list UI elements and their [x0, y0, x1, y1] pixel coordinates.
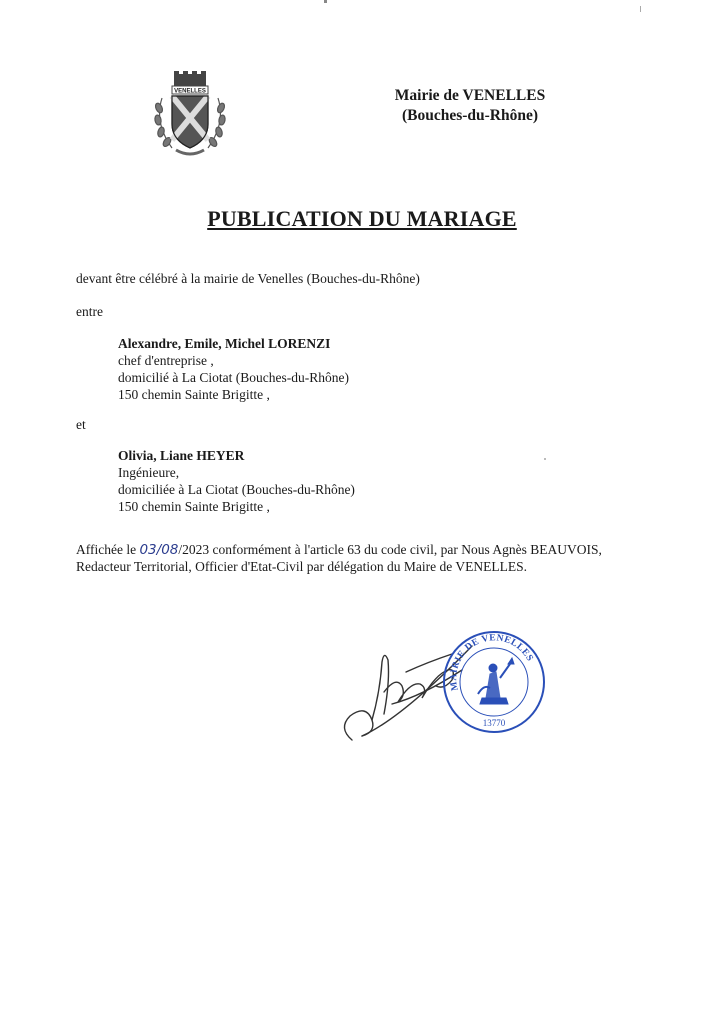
party1-address: 150 chemin Sainte Brigitte ,: [118, 387, 270, 402]
posting-prefix: Affichée le: [76, 542, 140, 557]
mairie-name: Mairie de VENELLES: [394, 87, 546, 104]
handwritten-date: 03/08: [139, 542, 179, 558]
party2-profession: Ingénieure,: [118, 465, 180, 480]
posting-rest: /2023 conformément à l'article 63 du code civil, par Nous Agnès BEAUVOIS,: [178, 542, 602, 557]
scan-mark: [324, 0, 327, 3]
mairie-official-stamp: [440, 628, 548, 736]
scan-mark: [544, 458, 546, 460]
posting-statement-line1: [76, 541, 602, 559]
stamp-postcode: 13770: [482, 718, 506, 728]
posting-statement-line2: Redacteur Territorial, Officier d'Etat-Civil par délégation du Maire de VENELLES.: [76, 559, 527, 574]
mairie-department: (Bouches-du-Rhône): [401, 107, 539, 124]
party1-name: Alexandre, Emile, Michel LORENZI: [118, 336, 331, 351]
party1-profession: chef d'entreprise ,: [118, 353, 214, 368]
party2-residence: domiciliée à La Ciotat (Bouches-du-Rhône): [118, 482, 355, 497]
party1-residence: domicilié à La Ciotat (Bouches-du-Rhône): [118, 370, 349, 385]
scan-mark: [640, 6, 641, 12]
stamp-ring-text: MAIRIE DE VENELLES: [449, 633, 535, 692]
intro-text: devant être célébré à la mairie de Venelles (Bouches-du-Rhône): [76, 271, 420, 286]
crest-banner-text: VENELLES: [174, 88, 206, 95]
document-title: PUBLICATION DU MARIAGE: [207, 206, 517, 231]
party2-name: Olivia, Liane HEYER: [118, 448, 245, 463]
party2-address: 150 chemin Sainte Brigitte ,: [118, 499, 270, 514]
mairie-heading: [384, 86, 556, 126]
venelles-crest-logo: [150, 68, 230, 160]
between-label: entre: [76, 304, 103, 319]
and-label: et: [76, 417, 86, 432]
